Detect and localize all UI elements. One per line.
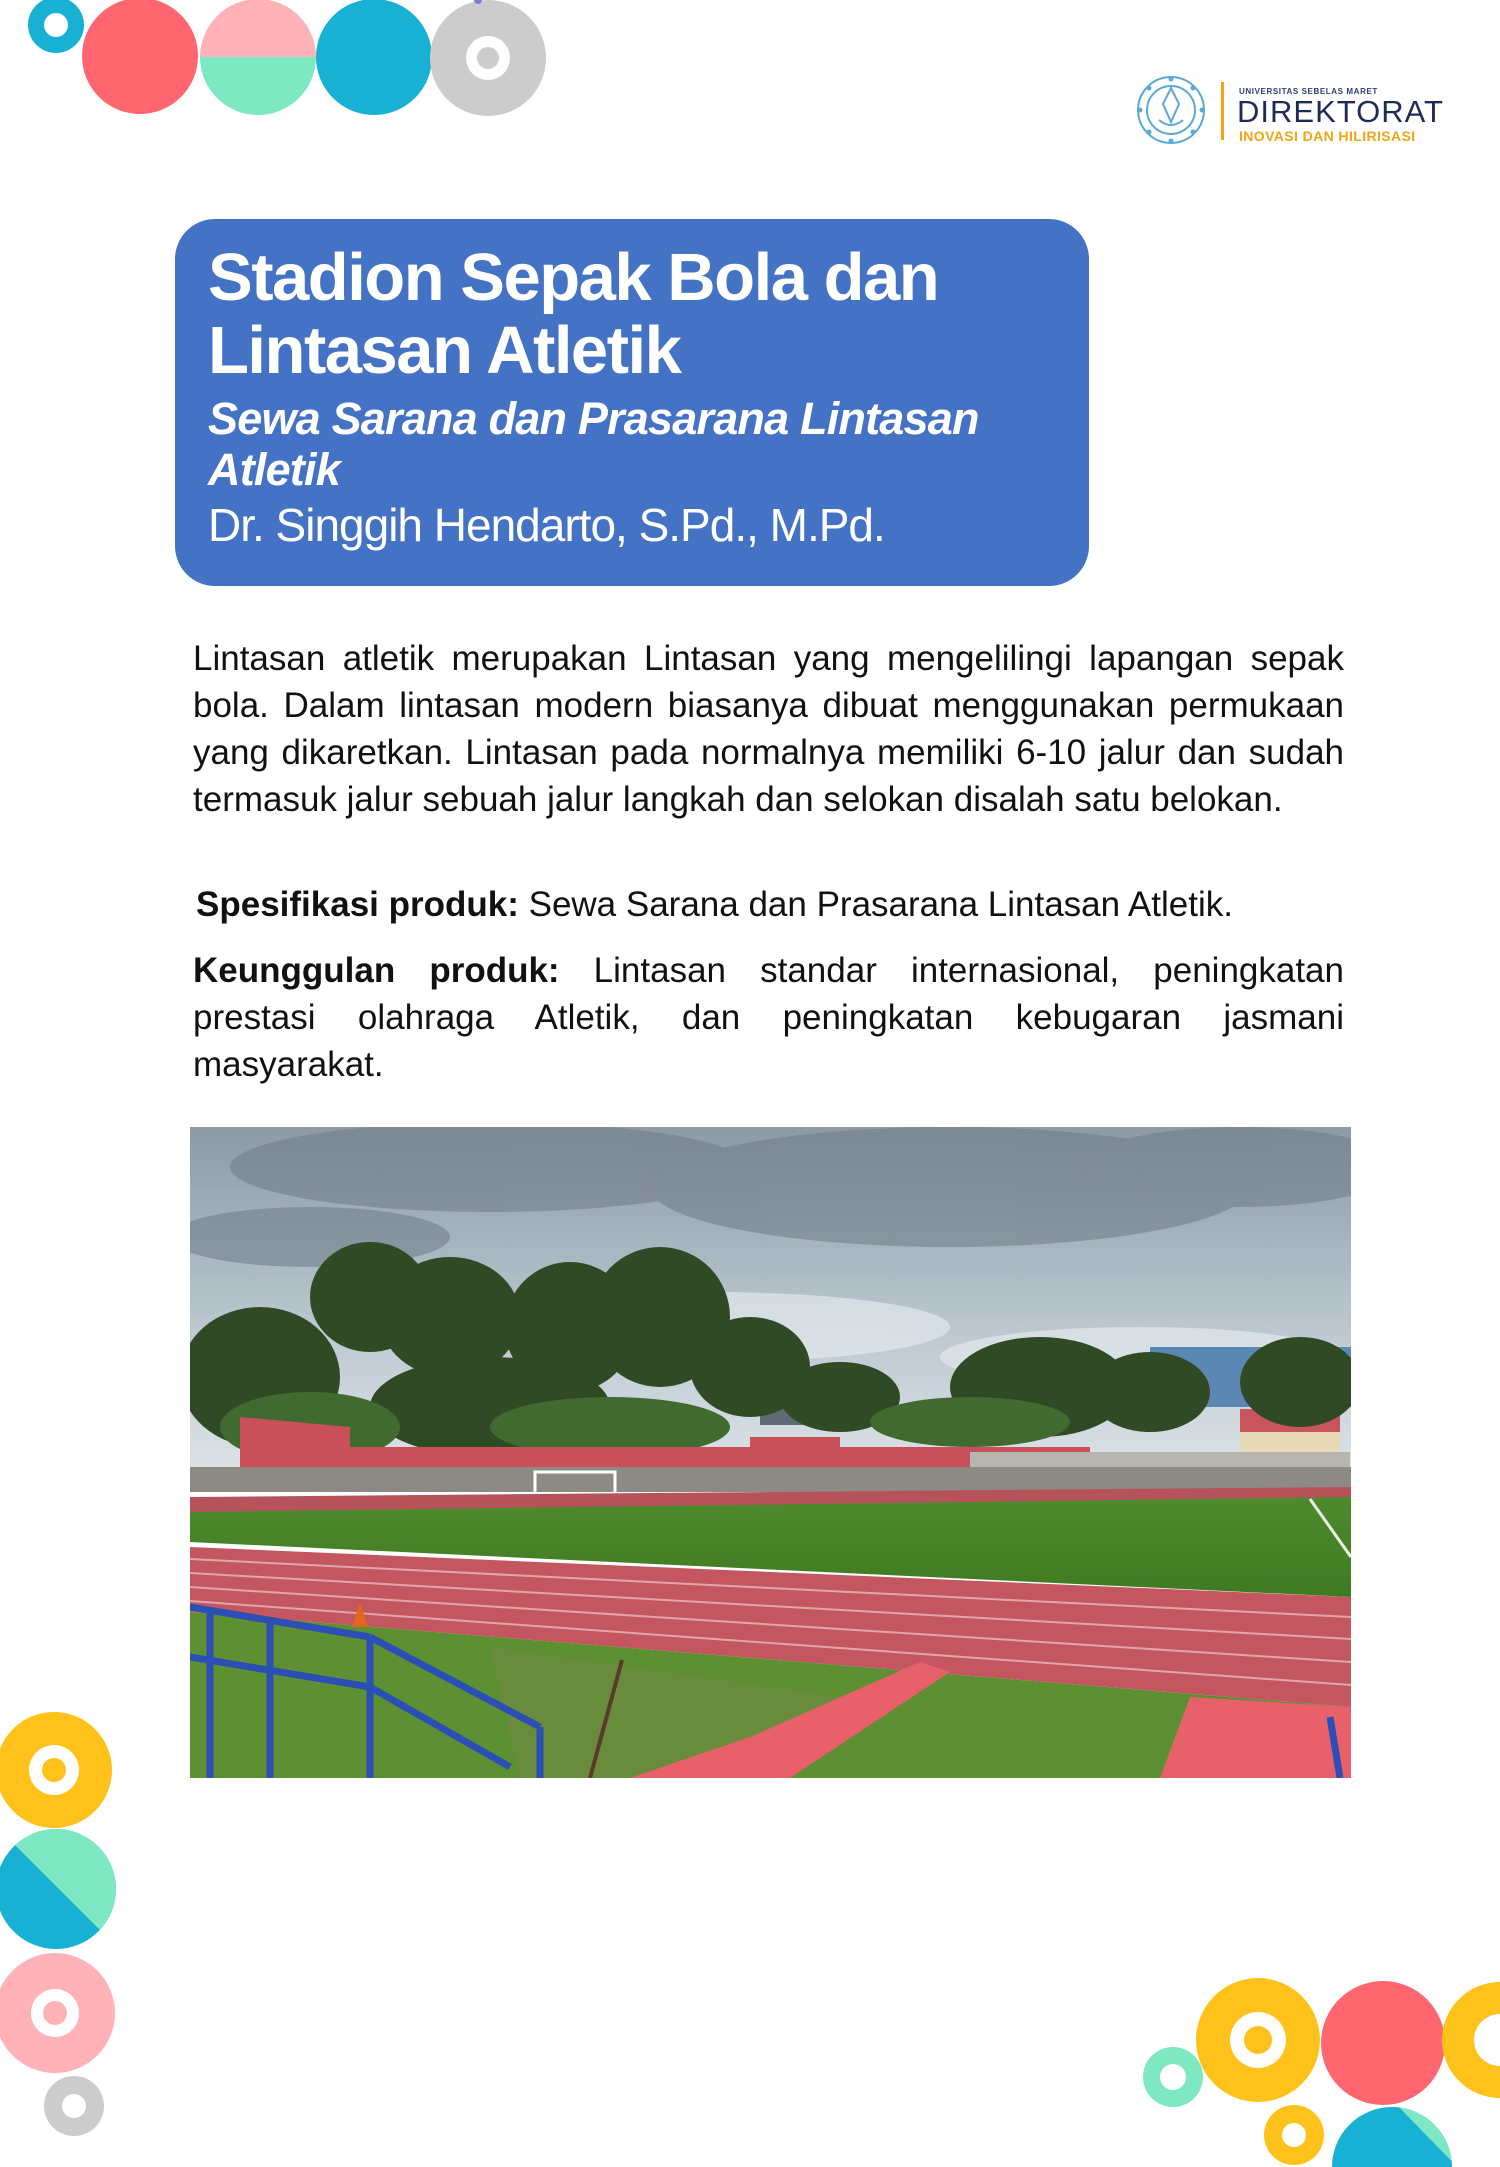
- deco-circle-cyan-mint: [0, 1820, 130, 1960]
- page-title: Stadion Sepak Bola dan Lintasan Atletik: [208, 240, 939, 388]
- decorative-circles-top: [0, 0, 560, 120]
- direktorat-logo: [1135, 72, 1444, 152]
- specification-paragraph: [196, 881, 1347, 928]
- decorative-circles-left: [0, 1700, 130, 2167]
- deco-circle-cyan: [316, 0, 432, 115]
- deco-circle-cyan-mint: [1320, 2100, 1470, 2167]
- stadium-photo: [190, 1127, 1351, 1778]
- decorative-circles-bottom: [1130, 1970, 1500, 2167]
- stadium-photo-illustration: [190, 1127, 1351, 1778]
- page-subtitle: Sewa Sarana dan Prasarana Lintasan Atletik: [208, 393, 979, 495]
- title-box: [175, 219, 1089, 586]
- logo-university: UNIVERSITAS SEBELAS MARET: [1239, 87, 1378, 96]
- logo-separator: [1221, 82, 1224, 140]
- deco-circle-pink-mint: [195, 0, 325, 127]
- deco-circle-red: [1321, 1981, 1445, 2105]
- university-seal-icon: [1135, 74, 1207, 146]
- advantage-label: Keunggulan produk:: [193, 951, 560, 990]
- advantage-paragraph: [193, 947, 1344, 1088]
- deco-circle-red: [82, 0, 198, 114]
- advantage-value: Lintasan standar internasional, peningkatan prestasi olahraga Atletik, dan peningkatan kebugaran jasmani masyarakat.: [193, 951, 1344, 1084]
- spec-label: Spesifikasi produk:: [196, 885, 519, 924]
- logo-name: DIREKTORAT: [1237, 94, 1444, 129]
- description-paragraph: Lintasan atletik merupakan Lintasan yang mengelilingi lapangan sepak bola. Dalam lintasan modern biasanya dibuat menggunakan permukaan yang dikaretkan. Lintasan pada normalnya memiliki 6-10 jalur dan sudah termasuk jalur sebuah jalur langkah dan selokan disalah satu belokan.: [193, 639, 1344, 819]
- logo-subtitle: INOVASI DAN HILIRISASI: [1239, 128, 1416, 144]
- spec-value: Sewa Sarana dan Prasarana Lintasan Atletik.: [518, 885, 1233, 924]
- author-name: Dr. Singgih Hendarto, S.Pd., M.Pd.: [208, 499, 885, 551]
